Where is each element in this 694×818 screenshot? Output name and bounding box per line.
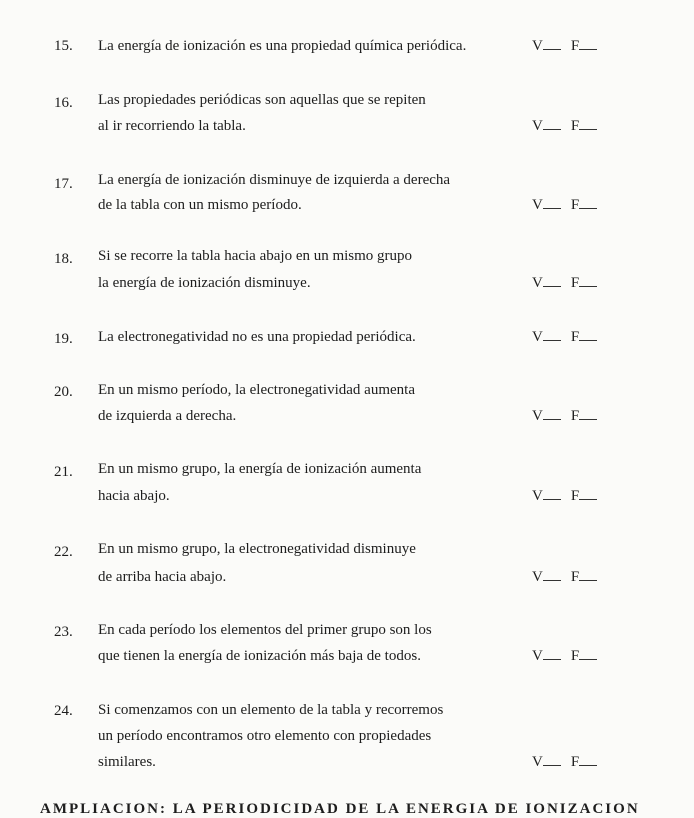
true-false-answer[interactable]: V F xyxy=(532,38,597,55)
question-text: En un mismo período, la electronegatividad aumenta xyxy=(98,382,415,398)
question-text: de arriba hacia abajo. xyxy=(98,569,227,585)
section-heading: AMPLIACION: LA PERIODICIDAD DE LA ENERGIA DE IONIZACION xyxy=(40,801,640,817)
question-text: La electronegatividad no es una propiedad periódica. xyxy=(98,329,416,345)
question-number: 20. xyxy=(54,384,73,400)
question-text: al ir recorriendo la tabla. xyxy=(98,118,246,134)
question-number: 17. xyxy=(54,176,73,192)
question-number: 23. xyxy=(54,624,73,640)
question-number: 16. xyxy=(54,95,73,111)
question-number: 15. xyxy=(54,38,73,54)
true-false-answer[interactable]: V F xyxy=(532,408,597,425)
question-text: hacia abajo. xyxy=(98,488,170,504)
question-text: Si comenzamos con un elemento de la tabla y recorremos xyxy=(98,702,444,718)
true-false-answer[interactable]: V F xyxy=(532,488,597,505)
question-number: 19. xyxy=(54,331,73,347)
question-text: En un mismo grupo, la energía de ionización aumenta xyxy=(98,461,422,477)
question-number: 22. xyxy=(54,544,73,560)
question-text: un período encontramos otro elemento con propiedades xyxy=(98,728,432,744)
true-false-answer[interactable]: V F xyxy=(532,329,597,346)
question-text: La energía de ionización es una propiedad química periódica. xyxy=(98,38,467,54)
question-number: 21. xyxy=(54,464,73,480)
question-text: En cada período los elementos del primer grupo son los xyxy=(98,622,432,638)
question-text: Las propiedades periódicas son aquellas que se repiten xyxy=(98,92,426,108)
true-false-answer[interactable]: V F xyxy=(532,569,597,586)
question-number: 18. xyxy=(54,251,73,267)
question-text: de izquierda a derecha. xyxy=(98,408,237,424)
question-text: que tienen la energía de ionización más baja de todos. xyxy=(98,648,421,664)
question-number: 24. xyxy=(54,703,73,719)
true-false-answer[interactable]: V F xyxy=(532,275,597,292)
question-text: la energía de ionización disminuye. xyxy=(98,275,311,291)
true-false-answer[interactable]: V F xyxy=(532,648,597,665)
question-text: Si se recorre la tabla hacia abajo en un mismo grupo xyxy=(98,248,413,264)
true-false-answer[interactable]: V F xyxy=(532,754,597,771)
question-text: La energía de ionización disminuye de izquierda a derecha xyxy=(98,172,451,188)
question-text: de la tabla con un mismo período. xyxy=(98,197,302,213)
true-false-answer[interactable]: V F xyxy=(532,118,597,135)
question-text: En un mismo grupo, la electronegatividad disminuye xyxy=(98,541,416,557)
true-false-answer[interactable]: V F xyxy=(532,197,597,214)
question-text: similares. xyxy=(98,754,156,770)
